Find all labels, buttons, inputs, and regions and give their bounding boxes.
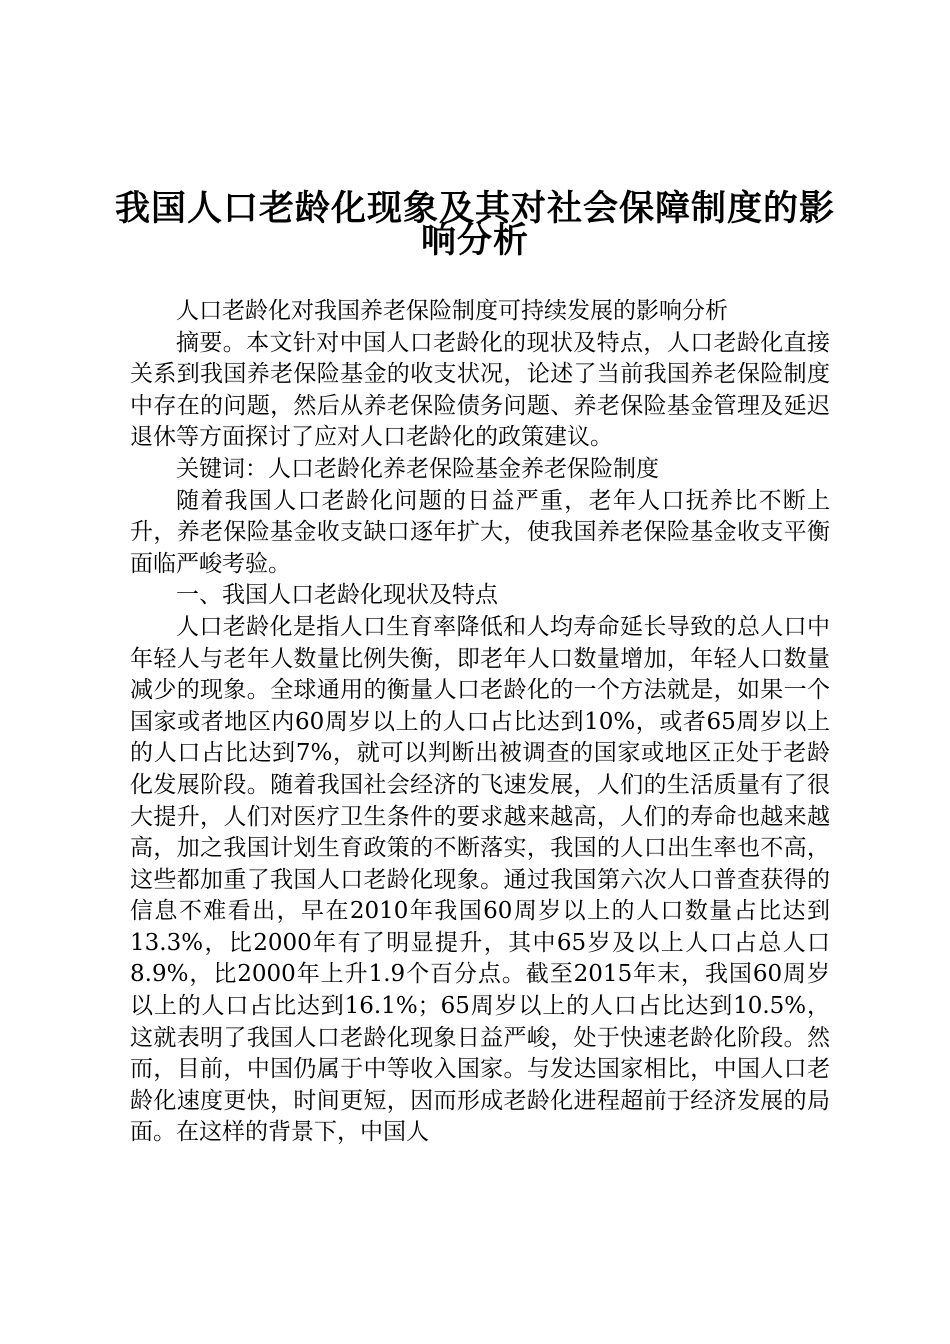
section-heading-1: 一、我国人口老龄化现状及特点 <box>176 582 498 609</box>
keywords-paragraph: 关键词：人口老龄化养老保险基金养老保险制度 <box>176 455 659 482</box>
subtitle-paragraph: 人口老龄化对我国养老保险制度可持续发展的影响分析 <box>176 298 728 324</box>
document-title-line-2: 响分析 <box>420 220 529 261</box>
intro-paragraph: 随着我国人口老龄化问题的日益严重，老年人口抚养比不断上升，养老保险基金收支缺口逐年扩大，使我国养老保险基金收支平衡面临严峻考验。 <box>130 487 830 577</box>
abstract-paragraph: 摘要。本文针对中国人口老龄化的现状及特点，人口老龄化直接关系到我国养老保险基金的收支状况，论述了当前我国养老保险制度中存在的问题，然后从养老保险债务问题、养老保险基金管理及延迟退休等方面探讨了应对人口老龄化的政策建议。 <box>130 329 830 451</box>
document-body <box>130 296 830 1149</box>
body-paragraph: 人口老龄化是指人口生育率降低和人均寿命延长导致的总人口中年轻人与老年人数量比例失衡，即老年人口数量增加，年轻人口数量减少的现象。全球通用的衡量人口老龄化的一个方法就是，如果一个国家或者地区内60周岁以上的人口占比达到10%，或者65周岁以上的人口占比达到7%，就可以判断出被调查的国家或地区正处于老龄化发展阶段。随着我国社会经济的飞速发展，人们的生活质量有了很大提升，人们对医疗卫生条件的要求越来越高，人们的寿命也越来越高，加之我国计划生育政策的不断落实，我国的人口出生率也不高，这些都加重了我国人口老龄化现象。通过我国第六次人口普查获得的信息不难看出，早在2010年我国60周岁以上的人口数量占比达到13.3%，比2000年有了明显提升，其中65岁及以上人口占总人口8.9%，比2000年上升1.9个百分点。截至2015年末，我国60周岁以上的人口占比达到16.1%；65周岁以上的人口占比达到10.5%，这就表明了我国人口老龄化现象日益严峻，处于快速老龄化阶段。然而，目前，中国仍属于中等收入国家。与发达国家相比，中国人口老龄化速度更快，时间更短，因而形成老龄化进程超前于经济发展的局面。在这样的背景下，中国人 <box>130 613 830 1146</box>
document-title-line-1: 我国人口老龄化现象及其对社会保障制度的影 <box>114 188 835 229</box>
